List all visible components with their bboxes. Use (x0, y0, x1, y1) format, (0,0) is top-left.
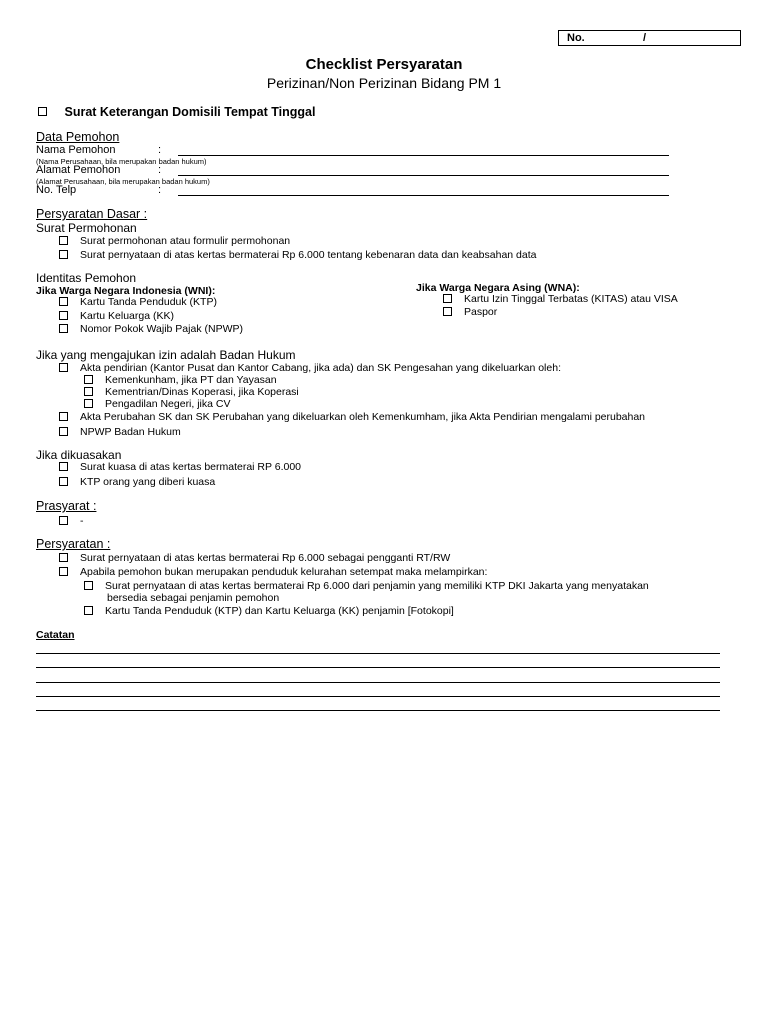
applicant-name-label: Nama Pemohon (36, 144, 116, 156)
checkbox[interactable] (59, 363, 68, 372)
page-title: Checklist Persyaratan (305, 56, 463, 73)
applicant-phone-line[interactable] (178, 195, 669, 196)
permit-title: Surat Keterangan Domisili Tempat Tinggal (64, 105, 316, 119)
checkbox[interactable] (59, 311, 68, 320)
checkbox[interactable] (84, 581, 93, 590)
application-letter-heading: Surat Permohonan (36, 221, 137, 235)
checkbox[interactable] (59, 477, 68, 486)
checklist-item (59, 476, 215, 489)
checkbox[interactable] (59, 236, 68, 245)
power-of-attorney-heading: Jika dikuasakan (36, 448, 122, 462)
checklist-subitem (84, 605, 454, 618)
checklist-item-label: Surat permohonan atau formulir permohonan (80, 235, 291, 247)
checkbox[interactable] (59, 567, 68, 576)
checklist-item (59, 552, 450, 565)
checklist-item (59, 515, 84, 528)
checklist-subitem (84, 398, 231, 411)
checkbox[interactable] (84, 387, 93, 396)
checklist-item-label: NPWP Badan Hukum (80, 426, 181, 438)
permit-checkbox[interactable] (38, 107, 47, 116)
notes-line[interactable] (36, 696, 720, 697)
checklist-item (59, 296, 217, 309)
checklist-item (59, 461, 301, 474)
checkbox[interactable] (84, 606, 93, 615)
basic-requirements-heading: Persyaratan Dasar : (36, 207, 148, 221)
permit-title-row (38, 105, 315, 119)
checkbox[interactable] (59, 427, 68, 436)
requirements-heading: Persyaratan : (36, 537, 111, 551)
checklist-item-label: KTP orang yang diberi kuasa (80, 476, 216, 488)
checklist-item-label: Surat pernyataan di atas kertas bermaterai Rp 6.000 dari penjamin yang memiliki KTP DKI Jakarta yang menyatakan (105, 580, 649, 592)
checkbox[interactable] (443, 307, 452, 316)
checklist-item (59, 323, 243, 336)
checklist-item (59, 249, 536, 262)
checklist-item-label: Surat pernyataan di atas kertas bermaterai Rp 6.000 sebagai pengganti RT/RW (80, 552, 451, 564)
notes-line[interactable] (36, 710, 720, 711)
notes-line[interactable] (36, 682, 720, 683)
checklist-item-label: Pengadilan Negeri, jika CV (105, 398, 231, 410)
identity-heading: Identitas Pemohon (36, 271, 137, 285)
checkbox[interactable] (443, 294, 452, 303)
checklist-subitem-continuation: bersedia sebagai penjamin pemohon (107, 592, 280, 604)
applicant-name-note: (Nama Perusahaan, bila merupakan badan hukum) (36, 157, 207, 166)
applicant-address-label: Alamat Pemohon (36, 164, 121, 176)
checklist-item (443, 306, 497, 319)
applicant-phone-label: No. Telp (36, 184, 77, 196)
wna-heading: Jika Warga Negara Asing (WNA): (416, 282, 580, 294)
notes-line[interactable] (36, 653, 720, 654)
checklist-item (59, 566, 487, 579)
checkbox[interactable] (84, 399, 93, 408)
checkbox[interactable] (84, 375, 93, 384)
checkbox[interactable] (59, 462, 68, 471)
checklist-item-label: Surat pernyataan di atas kertas bermaterai Rp 6.000 tentang kebenaran data dan keabsahan data (80, 249, 537, 261)
checklist-item-label: - (80, 515, 84, 527)
checklist-item-label: Surat kuasa di atas kertas bermaterai RP 6.000 (80, 461, 302, 473)
checklist-item-label: Kartu Tanda Penduduk (KTP) (80, 296, 217, 308)
checklist-item-label: Akta Perubahan SK dan SK Perubahan yang dikeluarkan oleh Kemenkumham, jika Akta Pendirian mengalami perubahan (80, 411, 646, 423)
checklist-item-label: Kemenkunham, jika PT dan Yayasan (105, 374, 277, 386)
wni-heading: Jika Warga Negara Indonesia (WNI): (36, 285, 216, 297)
checklist-item-label: Kartu Izin Tinggal Terbatas (KITAS) atau VISA (464, 293, 678, 305)
checklist-item-label: Kementrian/Dinas Koperasi, jika Koperasi (105, 386, 299, 398)
checkbox[interactable] (59, 297, 68, 306)
page-subtitle: Perizinan/Non Perizinan Bidang PM 1 (266, 75, 502, 91)
applicant-address-line[interactable] (178, 175, 669, 176)
checklist-item-label: Akta pendirian (Kantor Pusat dan Kantor Cabang, jika ada) dan SK Pengesahan yang dikeluarkan oleh: (80, 362, 561, 374)
checklist-item-label: Kartu Keluarga (KK) (80, 310, 174, 322)
applicant-heading: Data Pemohon (36, 130, 120, 144)
checkbox[interactable] (59, 412, 68, 421)
checklist-item-label: Paspor (464, 306, 498, 318)
legal-entity-heading: Jika yang mengajukan izin adalah Badan Hukum (36, 348, 296, 362)
notes-line[interactable] (36, 667, 720, 668)
document-number-label: No. (567, 32, 585, 44)
checklist-item-label: Nomor Pokok Wajib Pajak (NPWP) (80, 323, 243, 335)
document-number-separator: / (643, 32, 647, 44)
prerequisite-heading: Prasyarat : (36, 499, 97, 513)
checklist-item (59, 426, 181, 439)
checklist-item-label: Kartu Tanda Penduduk (KTP) dan Kartu Keluarga (KK) penjamin [Fotokopi] (105, 605, 454, 617)
checkbox[interactable] (59, 516, 68, 525)
checklist-item (59, 310, 174, 323)
applicant-name-line[interactable] (178, 155, 669, 156)
document-number-box (558, 30, 741, 46)
checkbox[interactable] (59, 324, 68, 333)
checklist-item (443, 293, 678, 306)
notes-heading: Catatan (36, 629, 75, 641)
checkbox[interactable] (59, 553, 68, 562)
applicant-address-note: (Alamat Perusahaan, bila merupakan badan hukum) (36, 177, 210, 186)
checklist-item (59, 411, 645, 424)
checkbox[interactable] (59, 250, 68, 259)
applicant-address-colon: : (158, 164, 162, 176)
applicant-phone-colon: : (158, 184, 162, 196)
checklist-item (59, 235, 290, 248)
applicant-name-colon: : (158, 144, 162, 156)
checklist-item-label: Apabila pemohon bukan merupakan penduduk kelurahan setempat maka melampirkan: (80, 566, 488, 578)
